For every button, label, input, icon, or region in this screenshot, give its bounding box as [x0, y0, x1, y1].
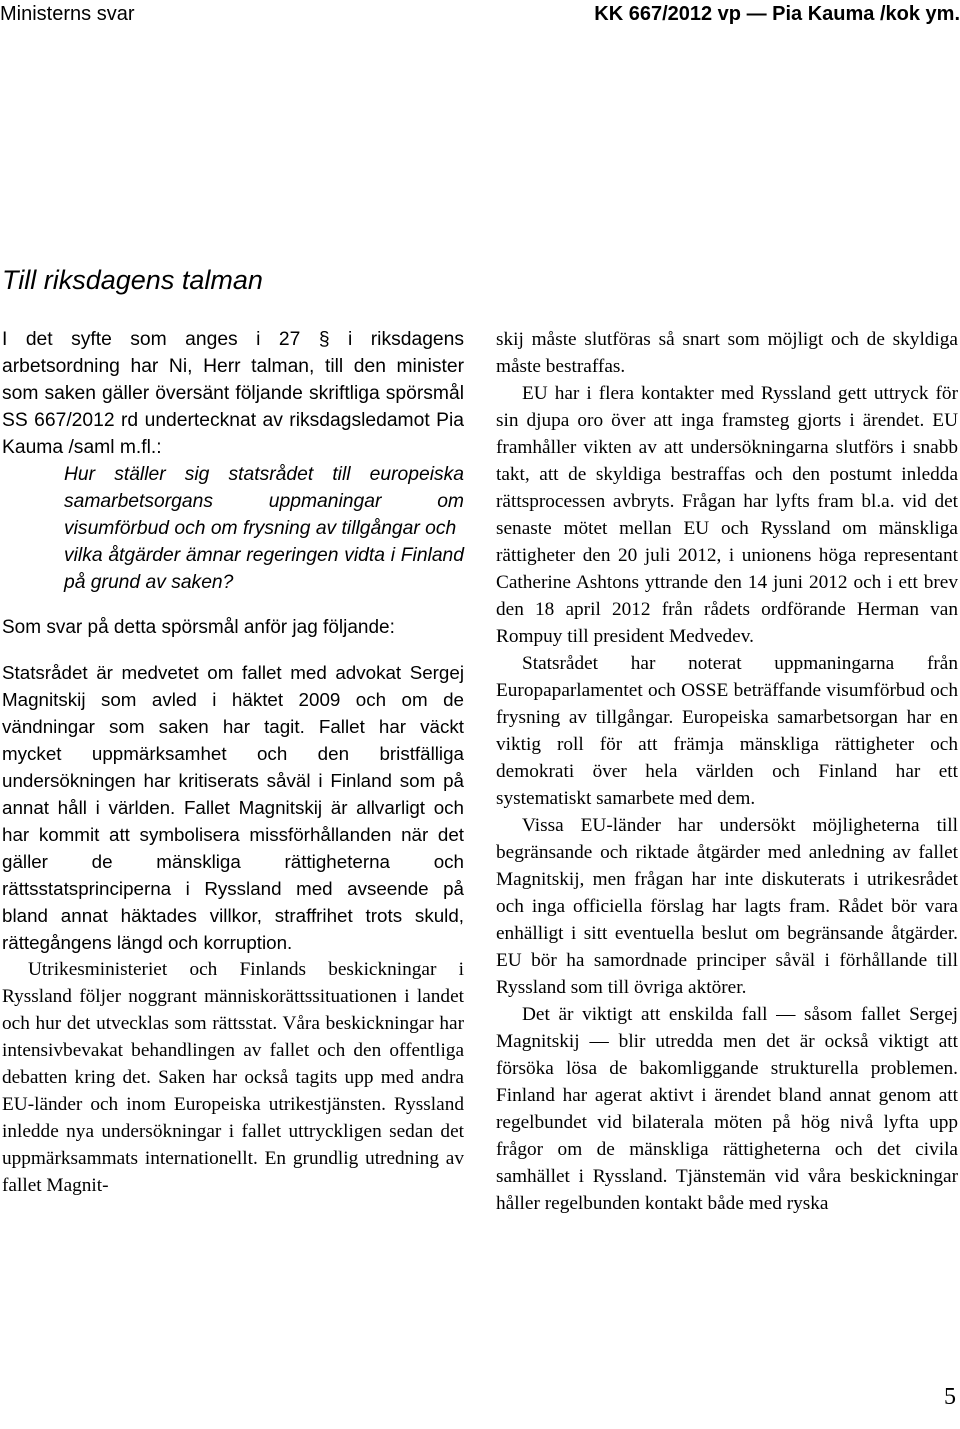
- left-column: [2, 326, 464, 1199]
- page-title: Till riksdagens talman: [2, 265, 263, 295]
- right-column: [496, 326, 958, 1217]
- answer-lead: Som svar på detta spörsmål anför jag följande:: [2, 617, 395, 638]
- question-1: Hur ställer sig statsrådet till europeiska samarbetsorgans uppmaningar om visumförbud och om frysning av tillgångar och: [64, 464, 464, 539]
- header-right: KK 667/2012 vp — Pia Kauma /kok ym.: [594, 3, 960, 25]
- answer-paragraph-1: Statsrådet är medvetet om fallet med advokat Sergej Magnitskij som avled i häktet 2009 och om de vändningar som saken har tagit. Fallet har väckt mycket uppmärksamhet och den bristfälliga undersökningen har kritiserats såväl i Finland som på annat håll i världen. Fallet Magnitskij är allvarligt och har kommit att symbolisera missförhållanden när det gäller de mänskliga rättigheterna och rättsstatsprinciperna i Ryssland med avseende på bland annat häktades villkor, straffrihet trots skuld, rättegångens längd och korruption.: [2, 662, 464, 953]
- page-number: 5: [944, 1384, 956, 1410]
- intro-paragraph: I det syfte som anges i 27 § i riksdagens arbetsordning har Ni, Herr talman, till den minister som saken gäller översänt följande skriftliga spörsmål SS 667/2012 rd undertecknat av riksdagsledamot Pia Kauma /saml m.fl.:: [2, 329, 464, 458]
- answer-paragraph-2: Utrikesministeriet och Finlands beskickningar i Ryssland följer noggrant människorättssituationen i landet och hur det utvecklas som rättsstat. Våra beskickningar har intensivbevakat behandlingen av fallet och den offentliga debatten kring det. Saken har också tagits upp med andra EU-länder och inom Europeiska utrikestjänsten. Ryssland inledde nya undersökningar i fallet uttryckligen sedan det uppmärksammats internationellt. En grundlig utredning av fallet Magnit-: [2, 959, 464, 1196]
- paragraph-visa-ban: Statsrådet har noterat uppmaningarna från Europaparlamentet och OSSE beträffande visumförbud och frysning av tillgångar. Europeiska samarbetsorgan har en viktig roll för att främja mänskliga rättigheter och demokrati över hela världen och Finland har ett systematiskt samarbete med dem.: [496, 653, 958, 809]
- continued-paragraph: skij måste slutföras så snart som möjligt och de skyldiga måste bestraffas.: [496, 329, 958, 377]
- question-2: vilka åtgärder ämnar regeringen vidta i Finland på grund av saken?: [64, 545, 464, 593]
- paragraph-eu-measures: Vissa EU-länder har undersökt möjligheterna till begränsande och riktade åtgärder med anledning av fallet Magnitskij, men frågan har inte diskuterats i utrikesrådet och inga officiella förslag har lagts fram. Rådet bör vara enhälligt i sitt eventuella beslut om begränsande åtgärder. EU bör ha samordnade principer såväl i förhållande till Ryssland som till övriga aktörer.: [496, 815, 958, 998]
- header-left: Ministerns svar: [0, 3, 135, 25]
- paragraph-eu-contacts: EU har i flera kontakter med Ryssland gett uttryck för sin djupa oro över att inga framsteg gjorts i ärendet. EU framhåller vikten av att undersökningarna slutförs i snabb takt, att de skyldiga bestraffas och den postumt inledda rättsprocessen avbryts. Frågan har lyfts fram bl.a. vid det senaste mötet mellan EU och Ryssland om mänskliga rättigheter den 20 juli 2012, i unionens höga representant Catherine Ashtons yttrande den 14 juni 2012 och i ett brev den 18 april 2012 från rådets ordförande Herman van Rompuy till president Medvedev.: [496, 383, 958, 647]
- paragraph-structural-problems: Det är viktigt att enskilda fall — såsom fallet Sergej Magnitskij — blir utredda men det är också viktigt att försöka lösa de bakomliggande strukturella problemen. Finland har agerat aktivt i ärendet bland annat genom att regelbundet vid bilaterala möten på hög nivå lyfta upp frågor om de mänskliga rättigheterna och det civila samhället i Ryssland. Tjänstemän vid våra beskickningar håller regelbunden kontakt både med ryska: [496, 1004, 958, 1214]
